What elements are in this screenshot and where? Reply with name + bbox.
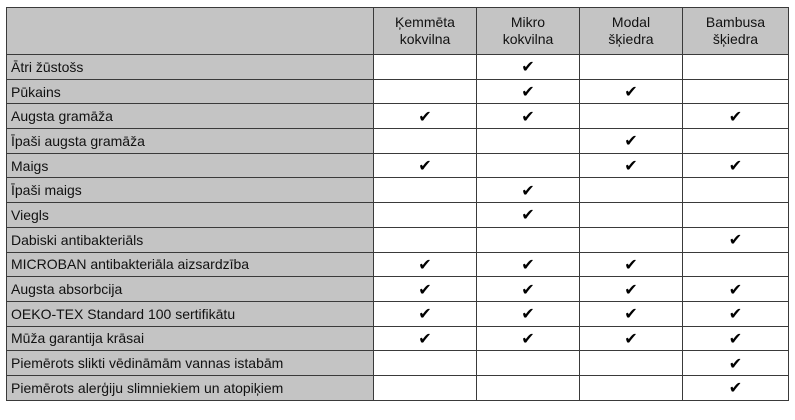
row-label: Īpaši augsta gramāža [7,129,374,154]
check-mark-icon: ✔ [418,279,432,299]
empty-cell [683,203,789,228]
header-row [7,8,789,55]
column-header-line1: Bambusa [705,14,766,30]
empty-cell [374,227,477,252]
table-row [7,79,789,104]
empty-cell [374,55,477,80]
column-header-line2: šķiedra [712,31,759,47]
check-mark-icon-cell [374,326,477,351]
column-header-line2: kokvilna [502,31,554,47]
check-mark-icon-cell [477,277,580,302]
check-mark-icon-cell [477,79,580,104]
check-mark-icon: ✔ [728,156,743,176]
empty-cell [580,55,683,80]
check-mark-icon-cell [580,252,683,277]
check-mark-icon: ✔ [728,328,743,348]
row-label: Viegls [7,203,374,228]
empty-cell [374,79,477,104]
check-mark-icon: ✔ [418,106,432,126]
comparison-table [6,7,789,401]
check-mark-icon-cell [374,252,477,277]
check-mark-icon-cell [580,129,683,154]
check-mark-icon-cell [683,153,789,178]
empty-cell [374,178,477,203]
table-row [7,227,789,252]
check-mark-icon: ✔ [418,254,432,274]
empty-cell [374,129,477,154]
check-mark-icon: ✔ [624,156,638,176]
check-mark-icon-cell [683,104,789,129]
empty-cell [374,351,477,376]
table-row [7,153,789,178]
row-label: Maigs [7,153,374,178]
table-row [7,55,789,80]
check-mark-icon: ✔ [624,82,638,102]
check-mark-icon-cell [374,277,477,302]
table-row [7,203,789,228]
row-label: Piemērots alerģiju slimniekiem un atopiķiem [7,375,374,400]
empty-cell [580,178,683,203]
empty-cell [477,375,580,400]
column-header-combed-cotton [374,8,477,55]
table-row [7,129,789,154]
check-mark-icon: ✔ [521,205,535,225]
table-row [7,301,789,326]
check-mark-icon: ✔ [418,328,432,348]
check-mark-icon: ✔ [728,378,743,398]
check-mark-icon: ✔ [521,106,535,126]
empty-cell [374,203,477,228]
check-mark-icon: ✔ [521,328,535,348]
check-mark-icon: ✔ [521,180,535,200]
empty-cell [477,351,580,376]
row-label: Dabiski antibakteriāls [7,227,374,252]
row-label: Ātri žūstošs [7,55,374,80]
check-mark-icon-cell [477,252,580,277]
check-mark-icon-cell [477,104,580,129]
empty-cell [580,227,683,252]
column-header-line1: Modal [611,14,651,30]
table-header [7,8,789,55]
check-mark-icon-cell [580,301,683,326]
empty-cell [477,129,580,154]
check-mark-icon: ✔ [728,353,743,373]
check-mark-icon-cell [580,277,683,302]
empty-cell [683,55,789,80]
column-header-line2: šķiedra [608,31,654,47]
check-mark-icon-cell [477,301,580,326]
check-mark-icon-cell [374,153,477,178]
check-mark-icon: ✔ [728,230,743,250]
row-label: Augsta absorbcija [7,277,374,302]
check-mark-icon: ✔ [521,254,535,274]
empty-cell [580,375,683,400]
check-mark-icon-cell [683,351,789,376]
empty-cell [580,104,683,129]
empty-cell [683,79,789,104]
check-mark-icon-cell [683,277,789,302]
check-mark-icon-cell [580,326,683,351]
row-label: Pūkains [7,79,374,104]
check-mark-icon: ✔ [624,279,638,299]
check-mark-icon-cell [477,203,580,228]
check-mark-icon: ✔ [521,82,535,102]
check-mark-icon-cell [683,375,789,400]
check-mark-icon-cell [580,79,683,104]
check-mark-icon-cell [374,104,477,129]
empty-cell [580,351,683,376]
check-mark-icon: ✔ [624,304,638,324]
row-label: Augsta gramāža [7,104,374,129]
check-mark-icon-cell [683,301,789,326]
table-row [7,277,789,302]
empty-cell [477,153,580,178]
check-mark-icon: ✔ [521,279,535,299]
header-corner-cell [7,8,374,55]
check-mark-icon: ✔ [624,254,638,274]
column-header-line1: Mikro [510,14,546,30]
check-mark-icon: ✔ [624,131,638,151]
check-mark-icon: ✔ [521,57,535,77]
empty-cell [580,203,683,228]
check-mark-icon-cell [683,227,789,252]
empty-cell [683,129,789,154]
table-row [7,178,789,203]
check-mark-icon: ✔ [728,106,743,126]
check-mark-icon-cell [374,301,477,326]
row-label: Piemērots slikti vēdināmām vannas istabām [7,351,374,376]
check-mark-icon: ✔ [624,328,638,348]
check-mark-icon-cell [477,55,580,80]
check-mark-icon-cell [477,178,580,203]
check-mark-icon: ✔ [728,304,743,324]
table-body [7,55,789,401]
check-mark-icon: ✔ [418,156,432,176]
row-label: OEKO-TEX Standard 100 sertifikātu [7,301,374,326]
row-label: Īpaši maigs [7,178,374,203]
empty-cell [374,375,477,400]
column-header-bamboo-fiber [683,8,789,55]
table-row [7,351,789,376]
table-row [7,375,789,400]
table-row [7,104,789,129]
check-mark-icon-cell [477,326,580,351]
column-header-micro-cotton [477,8,580,55]
column-header-modal-fiber [580,8,683,55]
check-mark-icon-cell [580,153,683,178]
empty-cell [477,227,580,252]
check-mark-icon: ✔ [521,304,535,324]
row-label: Mūža garantija krāsai [7,326,374,351]
empty-cell [683,252,789,277]
row-label: MICROBAN antibakteriāla aizsardzība [7,252,374,277]
table-row [7,326,789,351]
check-mark-icon: ✔ [728,279,743,299]
empty-cell [683,178,789,203]
column-header-line2: kokvilna [399,31,451,47]
table-row [7,252,789,277]
check-mark-icon: ✔ [418,304,432,324]
check-mark-icon-cell [683,326,789,351]
column-header-line1: Ķemmēta [395,14,455,30]
